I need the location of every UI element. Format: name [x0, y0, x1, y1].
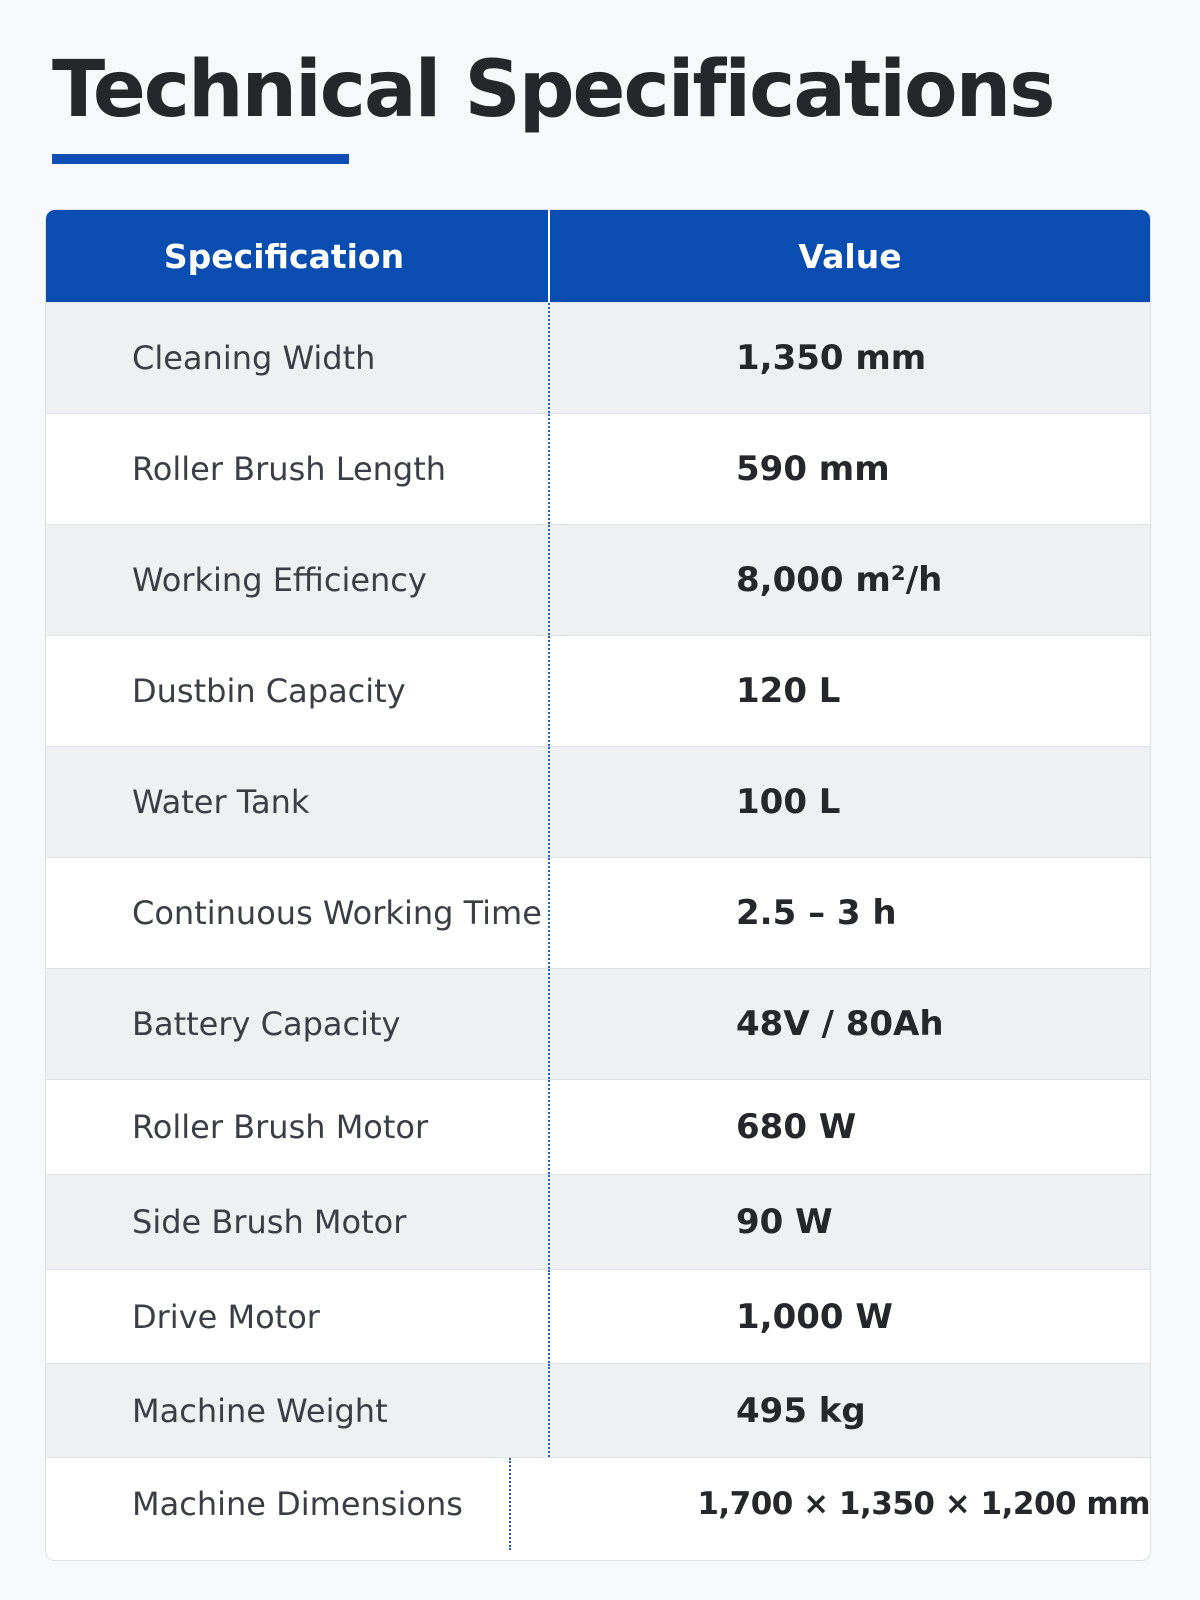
table-header	[46, 210, 1150, 302]
spec-value: 120 L	[736, 671, 841, 711]
table-row	[46, 1269, 1150, 1363]
spec-name: Side Brush Motor	[132, 1203, 407, 1241]
spec-value: 2.5 – 3 h	[736, 893, 897, 933]
title-underline	[52, 154, 349, 164]
table-row	[46, 524, 1150, 635]
spec-value: 48V / 80Ah	[736, 1004, 944, 1044]
table-row	[46, 746, 1150, 857]
spec-name: Continuous Working Time	[132, 894, 542, 932]
spec-value: 590 mm	[736, 449, 890, 489]
spec-value: 100 L	[736, 782, 841, 822]
table-row	[46, 1363, 1150, 1457]
header-value: Value	[798, 236, 902, 276]
spec-name: Dustbin Capacity	[132, 672, 406, 710]
spec-value: 8,000 m²/h	[736, 560, 943, 600]
spec-name: Working Efficiency	[132, 561, 427, 599]
spec-name: Roller Brush Motor	[132, 1108, 429, 1146]
spec-name: Roller Brush Length	[132, 450, 447, 488]
table-row	[46, 1174, 1150, 1269]
spec-value: 680 W	[736, 1107, 857, 1147]
table-row	[46, 857, 1150, 968]
spec-name: Cleaning Width	[132, 339, 376, 377]
table-row	[46, 413, 1150, 524]
spec-value: 1,000 W	[736, 1296, 893, 1337]
table-row	[46, 1079, 1150, 1174]
spec-name: Machine Dimensions	[132, 1485, 463, 1523]
table-row	[46, 635, 1150, 746]
table-row	[46, 1457, 1150, 1550]
spec-name: Water Tank	[132, 783, 310, 821]
spec-name: Drive Motor	[132, 1297, 320, 1336]
header-specification: Specification	[163, 236, 405, 276]
table-row	[46, 968, 1150, 1079]
spec-value: 1,700 × 1,350 × 1,200 mm	[697, 1486, 1150, 1522]
table-row	[46, 302, 1150, 413]
spec-value: 1,350 mm	[736, 338, 927, 378]
spec-name: Machine Weight	[132, 1391, 388, 1430]
spec-value: 495 kg	[736, 1390, 866, 1431]
spec-value: 90 W	[736, 1202, 833, 1242]
spec-name: Battery Capacity	[132, 1005, 401, 1043]
page-title: Technical Specifications	[52, 45, 1054, 135]
spec-table	[45, 209, 1151, 1561]
